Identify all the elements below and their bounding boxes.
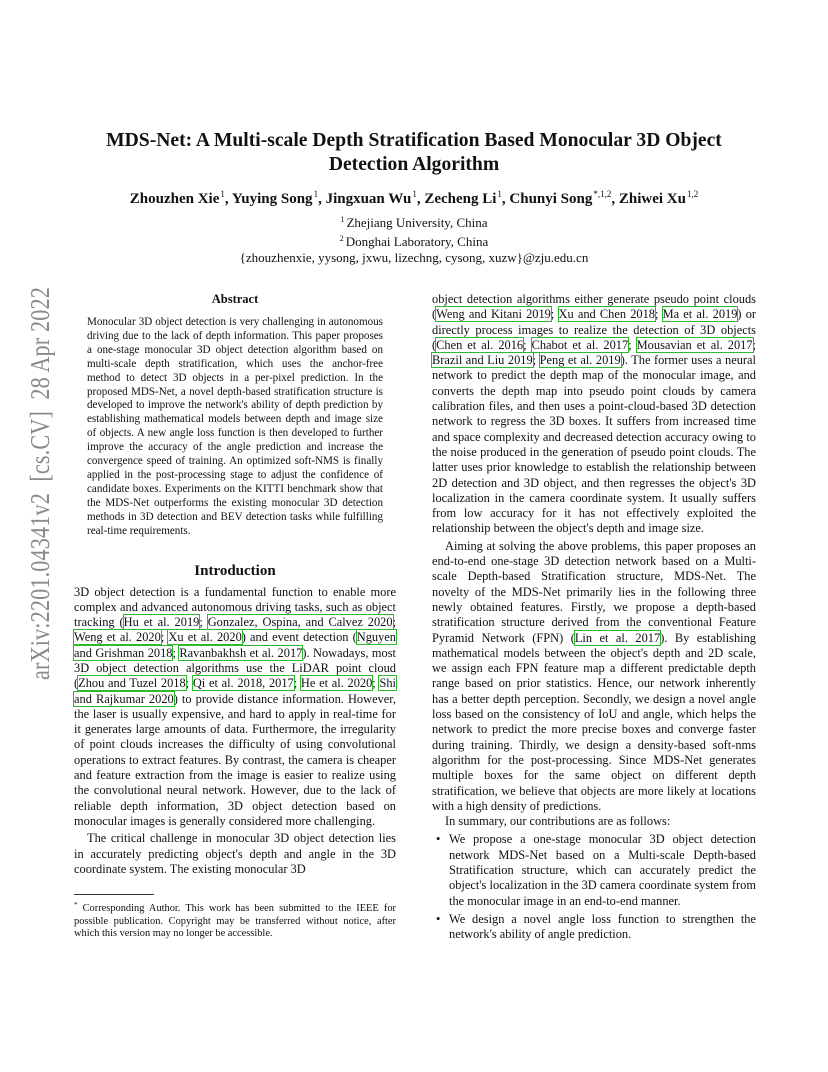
citation-link[interactable]: Shi and Rajkumar 2020 bbox=[74, 676, 396, 706]
intro-paragraph-1: 3D object detection is a fundamental function to enable more complex and advanced autonomous driving tasks, such as object tracking (Hu et al. 2019; Gonzalez, Ospina, and Calvez 2020; Weng et al. 2020; Xu et al. 2020) and event detection (Nguyen and Grishman 2018; Ravanbakhsh et al. 2017). Nowadays, most 3D object detection algorithms use the LiDAR point cloud (Zhou and Tuzel 2018; Qi et al. 2018, 2017; He et al. 2020; Shi and Rajkumar 2020) to provide distance information. However, the laser is usually expensive, and hard to apply in real-time for it generates large amounts of data. Furthermore, the irregularity of point clouds increases the difficulty of using convolutional operations to extract features. By contrast, the camera is cheaper and feature extraction from the image is easier to realize using the convolutional neural network. However, due to the lack of reliable depth information, 3D object detection based on monocular images is generally considered more challenging. bbox=[74, 584, 397, 828]
abstract-text: Monocular 3D object detection is very challenging in autonomous driving due to the lack of depth information. This paper proposes a one-stage monocular 3D object detection algorithm based on multi-scale depth stratification, which uses the anchor-free method to detect 3D objects in a per-pixel prediction. In the proposed MDS-Net, a novel depth-based stratification structure is developed to improve the network's ability of depth prediction by establishing mathematical models between depth and image size of objects. A new angle loss function is then developed to further improve the accuracy of the angle prediction and increase the convergence speed of training. An optimized soft-NMS is finally applied in the post-processing stage to adjust the confidence of candidate boxes. Experiments on the KITTI benchmark show that the MDS-Net outperforms the existing monocular 3D detection methods in 3D detection and BEV detection tasks while fulfilling real-time requirements. bbox=[87, 316, 383, 537]
citation-link[interactable]: Ravanbakhsh et al. 2017 bbox=[179, 645, 303, 660]
abstract-heading: Abstract bbox=[211, 292, 259, 306]
author-name: Chunyi Song$^{*,1,2}$ bbox=[509, 189, 612, 207]
introduction-heading: Introduction bbox=[194, 562, 276, 579]
citation-link[interactable]: Weng and Kitani 2019 bbox=[436, 307, 551, 322]
arxiv-identifier-text: arXiv:2201.04341v2 [cs.CV] 28 Apr 2022 bbox=[24, 285, 55, 680]
intro-paragraph-2: The critical challenge in monocular 3D object detection lies in accurately predicting object's depth and angle in the 3D coordinate system. The existing monocular 3D bbox=[74, 831, 396, 876]
citation-link[interactable]: Mousavian et al. 2017 bbox=[636, 337, 753, 352]
citation-link[interactable]: Peng et al. 2019 bbox=[539, 353, 621, 368]
author-name: Zhiwei Xu$^{1,2}$ bbox=[618, 189, 699, 207]
affiliation-1: $^1$ Zhejiang University, China bbox=[340, 215, 488, 230]
paper-title: MDS-Net: A Multi-scale Depth Stratification Based Monocular 3D Object Detection Algorithm bbox=[106, 130, 722, 175]
left-column bbox=[74, 292, 396, 941]
author-name: Jingxuan Wu$^1$ bbox=[325, 189, 417, 207]
intro-paragraph-4: Aiming at solving the above problems, this paper proposes an end-to-end one-stage 3D detection network based on a Multi-scale Depth-based Stratification structure, MDS-Net. The novelty of the MDS-Net primarily lies in the following three newly obtained features. Firstly, we propose a depth-based stratification structure derived from the conventional Feature Pyramid Network (FPN) (Lin et al. 2017). By establishing mathematical models between the object's depth and 2D scale, we assign each FPN feature map a different predictable depth range based on prior statistics. Hence, our network inherently has a better depth perception. Secondly, we design a novel angle loss based on the consistency of IoU and angle, which helps the network to predict the more precise boxes and converge faster during training. Thirdly, we design a density-based soft-nms algorithm for the post-processing. Since MDS-Net generates multiple boxes for the same object on different depth stratification, we believe that objects are more likely at locations with a high density of predictions. bbox=[432, 538, 757, 813]
citation-link[interactable]: Chabot et al. 2017 bbox=[531, 337, 629, 352]
contributions-lead: In summary, our contributions are as follows: bbox=[445, 814, 671, 829]
intro-paragraph-3: object detection algorithms either generate pseudo point clouds (Weng and Kitani 2019; Xu and Chen 2018; Ma et al. 2019) or directly process images to realize the detection of 3D objects (Chen et al. 2016; Chabot et al. 2017; Mousavian et al. 2017; Brazil and Liu 2019; Peng et al. 2019). The former uses a neural network to predict the depth map of the monocular image, and converts the depth map into pseudo point clouds by camera calibration files, and then uses a point-cloud-based 3D detection network to regress the 3D boxes. It suffers from increased time and space complexity and decreased detection accuracy owing to the noise produced in the generation of pseudo point clouds. The latter uses prior knowledge to establish the relationship between 2D detection and 3D object, and then regresses the object's 3D localization in the camera coordinate system. It usually suffers from low accuracy for it has not effectively exploited the relationship between the object's depth and image size. bbox=[432, 292, 757, 536]
right-column bbox=[432, 292, 756, 945]
footnote: * Corresponding Author. This work has been submitted to the IEEE for possible publication. Copyright may be transferred without notice, after which this version may no longer be accessible. bbox=[74, 901, 396, 940]
citation-link[interactable]: He et al. 2020 bbox=[300, 676, 373, 691]
author-emails: {zhouzhenxie, yysong, jxwu, lizechng, cysong, xuzw}@zju.edu.cn bbox=[239, 250, 589, 265]
author-name: Yuying Song$^1$ bbox=[231, 189, 319, 207]
citation-link[interactable]: Nguyen and Grishman 2018 bbox=[74, 630, 396, 660]
citation-link[interactable]: Lin et al. 2017 bbox=[574, 630, 661, 645]
citation-link[interactable]: Xu and Chen 2018 bbox=[558, 307, 655, 322]
author-name: Zhouzhen Xie$^1$ bbox=[129, 189, 225, 207]
footnote-rule bbox=[74, 894, 154, 895]
affiliation-2: $^2$ Donghai Laboratory, China bbox=[339, 234, 489, 249]
citation-link[interactable]: Gonzalez, Ospina, and Calvez 2020 bbox=[207, 615, 393, 630]
affiliations bbox=[200, 212, 628, 266]
citation-link[interactable]: Hu et al. 2019 bbox=[123, 615, 200, 630]
contributions-list bbox=[432, 832, 756, 942]
citation-link[interactable]: Xu et al. 2020 bbox=[168, 630, 242, 645]
contribution-item: • We propose a one-stage monocular 3D object detection network MDS-Net based on a Multi-scale Depth-based Stratification structure, which can accurately predict the object's localization in the 3D camera coordinate system from the monocular image in an end-to-end manner. bbox=[432, 832, 756, 908]
citation-link[interactable]: Weng et al. 2020 bbox=[74, 630, 161, 645]
citation-link[interactable]: Brazil and Liu 2019 bbox=[432, 353, 533, 368]
citation-link[interactable]: Ma et al. 2019 bbox=[662, 307, 738, 322]
citation-link[interactable]: Qi et al. 2018, 2017 bbox=[192, 676, 294, 691]
contribution-item: • We design a novel angle loss function to strengthen the network's ability of angle prediction. bbox=[432, 912, 756, 943]
citation-link[interactable]: Chen et al. 2016 bbox=[436, 337, 524, 352]
citation-link[interactable]: Zhou and Tuzel 2018 bbox=[78, 676, 186, 691]
arxiv-identifier-stamp bbox=[16, 285, 58, 680]
author-list: Zhouzhen Xie$^1$, Yuying Song$^1$, Jingxuan Wu$^1$, Zecheng Li$^1$, Chunyi Song$^{*,1,2}$, Zhiwei Xu$^{1,2}$ bbox=[129, 189, 699, 207]
author-name: Zecheng Li$^1$ bbox=[424, 189, 502, 207]
